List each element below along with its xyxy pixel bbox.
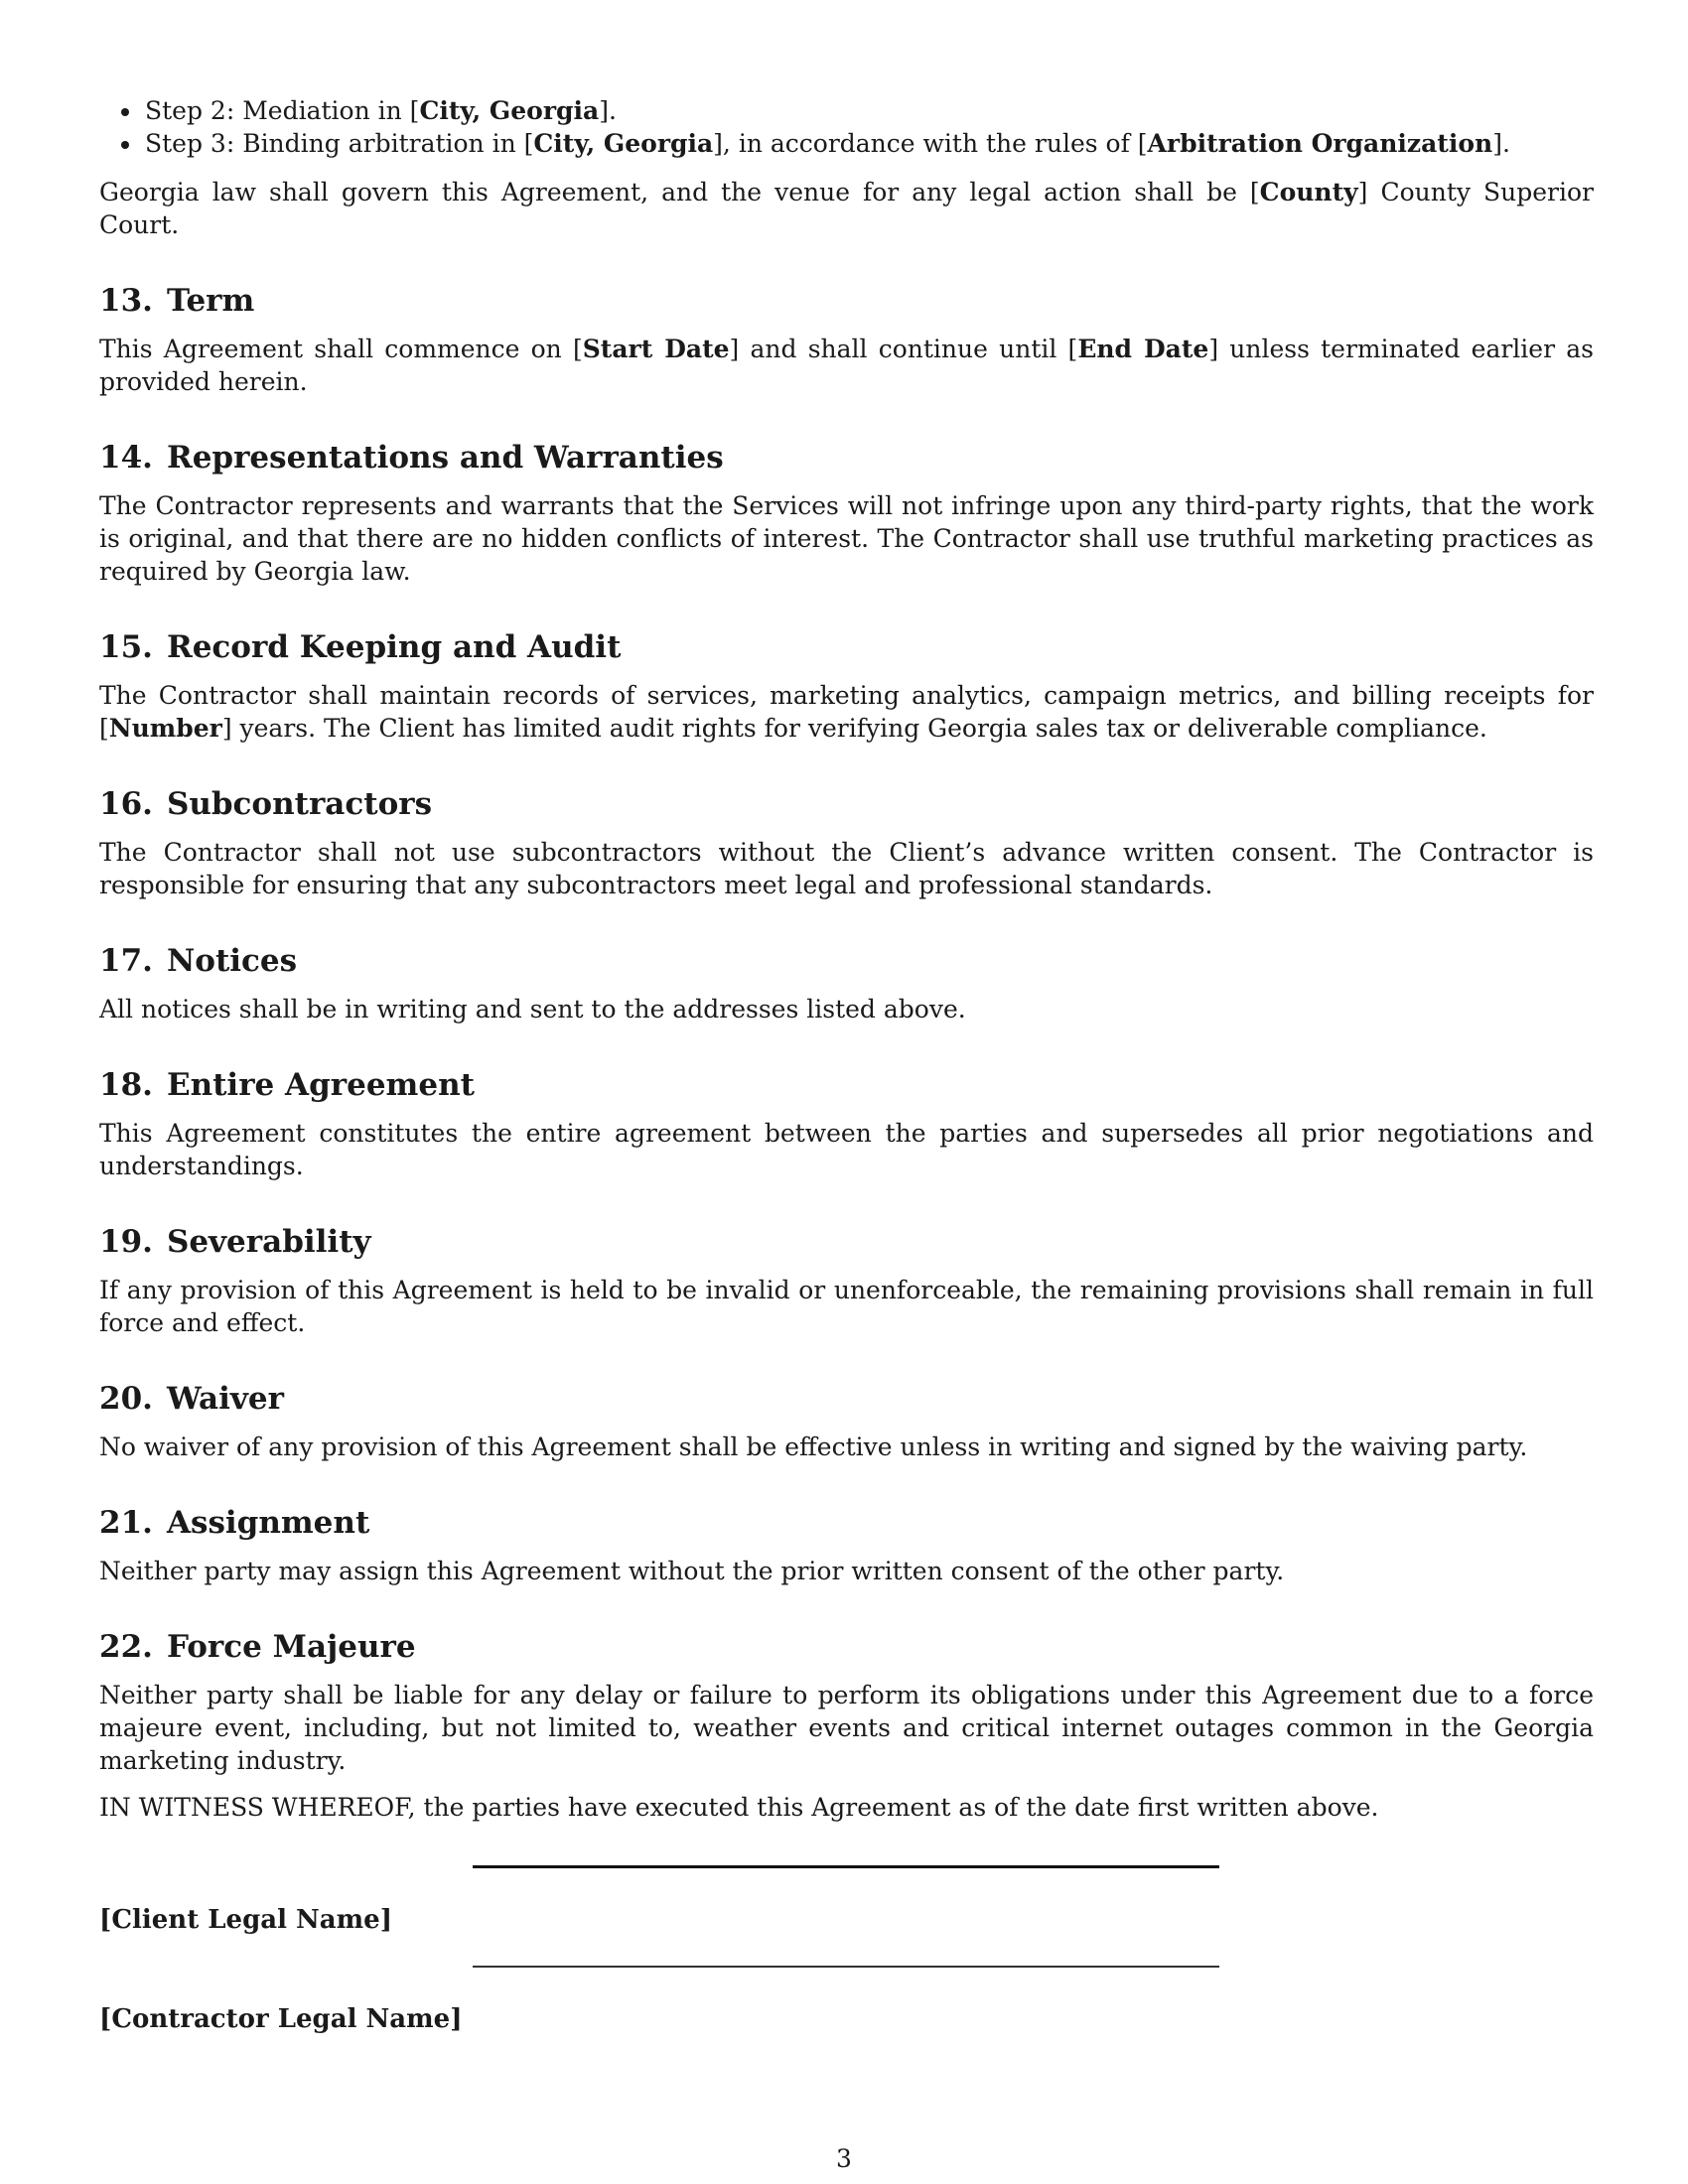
section-heading-record-keeping: 15. Record Keeping and Audit [99,629,622,665]
signature-block [99,1824,1594,2042]
list-item: • Step 2: Mediation in [City, Georgia]. [143,94,1594,127]
placeholder-city: City, Georgia [419,96,600,125]
section-heading-entire-agreement: 18. Entire Agreement [99,1067,475,1103]
section-body-entire-agreement: This Agreement constitutes the entire agreement between the parties and supersedes all prior negotiations and understandings. [99,1119,1594,1180]
section-body-term: This Agreement shall commence on [Start Date] and shall continue until [End Date] unless terminated earlier as provided herein. [99,335,1594,396]
section-body-assignment: Neither party may assign this Agreement without the prior written consent of the other party. [99,1557,1285,1585]
section-body-severability: If any provision of this Agreement is held to be invalid or unenforceable, the remaining provisions shall remain in full force and effect. [99,1276,1594,1337]
witness-statement: IN WITNESS WHEREOF, the parties have executed this Agreement as of the date first written above. [99,1793,1379,1822]
placeholder-city: City, Georgia [533,129,714,158]
section-heading-term: 13. Term [99,283,255,319]
list-item: • Step 3: Binding arbitration in [City, Georgia], in accordance with the rules of [Arbitration Organization]. [143,127,1594,160]
section-heading-waiver: 20. Waiver [99,1381,284,1417]
section-heading-notices: 17. Notices [99,943,298,979]
contractor-signature-line [473,1966,1219,1968]
section-body-subcontractors: The Contractor shall not use subcontractors without the Client’s advance written consent. The Contractor is responsible for ensuring that any subcontractors meet legal and professional standards. [99,838,1594,899]
section-body-notices: All notices shall be in writing and sent to the addresses listed above. [99,995,966,1024]
section-heading-subcontractors: 16. Subcontractors [99,786,433,822]
document-page [99,94,1594,2042]
section-body-waiver: No waiver of any provision of this Agreement shall be effective unless in writing and signed by the waiving party. [99,1433,1528,1461]
page-number: 3 [836,2144,852,2173]
placeholder-number: Number [108,714,222,743]
placeholder-start-date: Start Date [582,335,730,363]
section-body-record-keeping: The Contractor shall maintain records of services, marketing analytics, campaign metrics, and billing receipts for [Number] years. The Client has limited audit rights for verifying Georgia sales tax or deliverable compliance. [99,681,1594,743]
placeholder-arbitration-org: Arbitration Organization [1147,129,1493,158]
dispute-steps-list [99,94,1594,160]
placeholder-end-date: End Date [1077,335,1209,363]
placeholder-county: County [1259,178,1358,206]
governing-law-paragraph: Georgia law shall govern this Agreement, and the venue for any legal action shall be [County] County Superior Court. [99,178,1594,239]
client-signature-line [473,1865,1219,1868]
section-body-force-majeure: Neither party shall be liable for any delay or failure to perform its obligations under this Agreement due to a force majeure event, including, but not limited to, weather events and critical internet outages common in the Georgia marketing industry. [99,1681,1594,1775]
section-heading-assignment: 21. Assignment [99,1505,370,1541]
contractor-signature-name: [Contractor Legal Name] [99,2004,463,2034]
section-heading-severability: 19. Severability [99,1224,371,1260]
section-body-representations: The Contractor represents and warrants that the Services will not infringe upon any third-party rights, that the work is original, and that there are no hidden conflicts of interest. The Contractor shall use truthful marketing practices as required by Georgia law. [99,491,1594,586]
client-signature-name: [Client Legal Name] [99,1905,393,1935]
section-heading-representations: 14. Representations and Warranties [99,440,724,476]
section-heading-force-majeure: 22. Force Majeure [99,1629,416,1665]
